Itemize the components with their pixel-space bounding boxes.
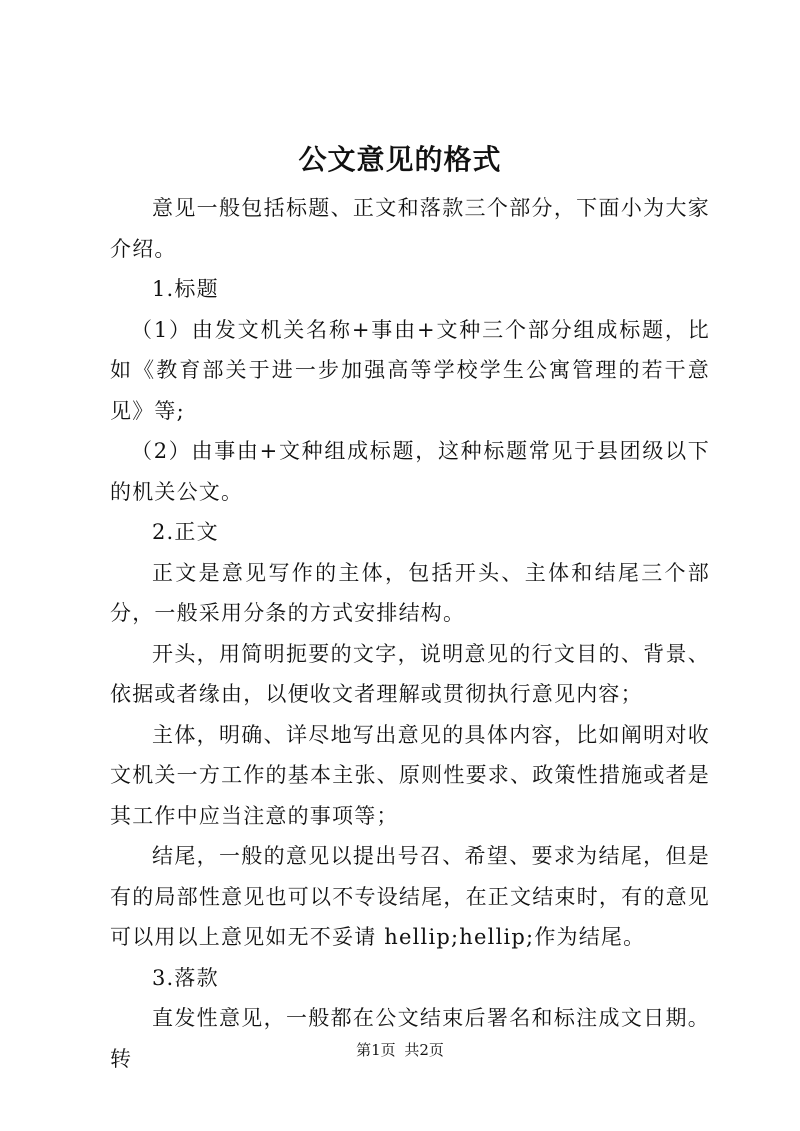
paragraph-body-overview: 正文是意见写作的主体，包括开头、主体和结尾三个部分，一般采用分条的方式安排结构。	[110, 560, 710, 625]
page-number: 第1页	[356, 1041, 396, 1059]
heading-title-section: 1.标题	[152, 277, 219, 301]
paragraph-body-ending: 结尾，一般的意见以提出号召、希望、要求为结尾，但是有的局部性意见也可以不专设结尾，在正文结束时，有的意见可以用以上意见如无不妥请 hellip;hellip;作为结尾。	[110, 844, 710, 949]
paragraph-body-opening: 开头，用简明扼要的文字，说明意见的行文目的、背景、依据或者缘由，以便收文者理解或贯彻执行意见内容；	[110, 641, 710, 706]
paragraph-title-rule-1: （1）由发文机关名称+事由+文种三个部分组成标题，比如《教育部关于进一步加强高等学校学生公寓管理的若干意见》等;	[110, 317, 710, 423]
paragraph-signature: 直发性意见，一般都在公文结束后署名和标注成文日期。转	[110, 1006, 710, 1071]
paragraph-title-rule-2: （2）由事由+文种组成标题，这种标题常见于县团级以下的机关公文。	[110, 439, 710, 504]
paragraph-intro: 意见一般包括标题、正文和落款三个部分，下面小为大家介绍。	[110, 196, 710, 261]
page-total: 共2页	[404, 1041, 444, 1059]
page-footer	[0, 1040, 800, 1060]
page-title: 公文意见的格式	[298, 143, 502, 176]
heading-signature-section: 3.落款	[152, 965, 219, 990]
paragraph-body-main: 主体，明确、详尽地写出意见的具体内容，比如阐明对收文机关一方工作的基本主张、原则性要求、政策性措施或者是其工作中应当注意的事项等；	[110, 722, 710, 828]
document-body	[110, 188, 710, 1079]
heading-body-section: 2.正文	[152, 520, 219, 544]
